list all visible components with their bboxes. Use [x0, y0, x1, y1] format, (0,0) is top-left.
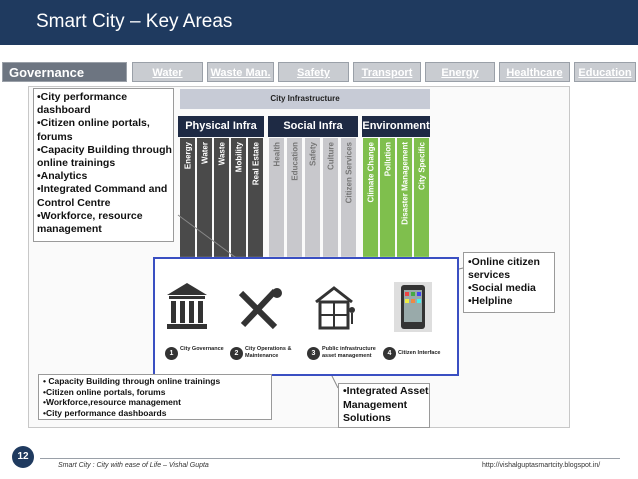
box-line: • Capacity Building through online trainings — [43, 376, 221, 386]
box-line: services — [468, 269, 511, 281]
component-number-1: 1 — [165, 347, 178, 360]
component-number-2: 2 — [230, 347, 243, 360]
tab-waste-man[interactable]: Waste Man. — [207, 62, 274, 82]
component-number-3: 3 — [307, 347, 320, 360]
box-line: •City performance dashboards — [43, 407, 167, 418]
capacity-building-box — [38, 374, 272, 420]
tab-energy[interactable]: Energy — [425, 62, 495, 82]
box-line: •Citizen online portals, — [37, 117, 150, 130]
box-line: dashboard — [37, 104, 91, 117]
box-line: forums — [37, 130, 73, 143]
column-label: Citizen Services — [344, 142, 353, 204]
column-label: City Specific — [417, 142, 426, 191]
component-number-4: 4 — [383, 347, 396, 360]
citizen-services-box — [463, 252, 555, 313]
column-label: Safety — [308, 142, 317, 167]
column-label: Pollution — [383, 142, 392, 177]
tab-safety[interactable]: Safety — [278, 62, 349, 82]
page-number: 12 — [12, 446, 34, 468]
component-label-public-infra: Public infrastructure asset management — [322, 346, 376, 359]
footer-citation: Smart City : City with ease of Life – Vishal Gupta — [58, 462, 209, 469]
tools-icon — [235, 287, 283, 331]
component-label-citizen-interface: Citizen Interface — [398, 350, 441, 356]
category-social-infra: Social Infra — [268, 116, 358, 137]
box-line: •Integrated Command and — [37, 183, 168, 196]
column-label: Health — [272, 142, 281, 167]
tab-governance[interactable]: Governance — [2, 62, 127, 82]
asset-management-box — [338, 383, 430, 428]
box-line: •City performance — [37, 91, 128, 103]
tab-transport[interactable]: Transport — [353, 62, 421, 82]
box-line: Solutions — [343, 412, 391, 424]
slide-title: Smart City – Key Areas — [36, 11, 233, 32]
column-label: Mobility — [234, 142, 243, 173]
footer-url[interactable]: http://vishalguptasmartcity.blogspot.in/ — [482, 462, 601, 469]
tab-education[interactable]: Education — [574, 62, 636, 82]
box-line: •Citizen online portals, forums — [43, 386, 166, 397]
box-line: •Workforce,resource management — [43, 397, 181, 407]
box-line: •Capacity Building through — [37, 143, 172, 156]
category-environment: Environment — [362, 116, 430, 137]
box-line: •Integrated Asset — [343, 385, 429, 397]
building-scaffold-icon — [312, 284, 358, 332]
column-label: Water — [200, 142, 209, 164]
footer-divider — [40, 458, 620, 459]
box-line: •Analytics — [37, 170, 88, 183]
category-physical-infra: Physical Infra — [178, 116, 264, 137]
column-label: Climate Change — [366, 142, 375, 203]
city-governance-icon — [165, 281, 209, 331]
column-label: Education — [290, 142, 299, 181]
component-label-city-governance: City Governance — [180, 346, 224, 352]
column-label: Waste — [217, 142, 226, 166]
column-label: Real Estate — [251, 142, 260, 186]
column-label: Culture — [326, 142, 335, 170]
components-panel — [153, 257, 459, 376]
box-line: management — [37, 223, 102, 236]
column-label: Energy — [183, 142, 192, 170]
box-line: Control Centre — [37, 196, 111, 209]
box-line: •Helpline — [468, 295, 513, 307]
column-label: Disaster Management — [400, 142, 409, 225]
box-line: online trainings — [37, 157, 116, 170]
mobile-device-icon — [393, 281, 433, 333]
city-infrastructure-header: City Infrastructure — [180, 89, 430, 109]
box-line: •Online citizen — [468, 256, 540, 268]
tab-healthcare[interactable]: Healthcare — [499, 62, 570, 82]
box-line: Management — [343, 398, 408, 411]
component-label-city-operations: City Operations & Maintenance — [245, 346, 292, 359]
box-line: •Workforce, resource — [37, 209, 143, 222]
box-line: •Social media — [468, 282, 536, 294]
governance-features-box — [33, 88, 174, 242]
tab-water[interactable]: Water — [132, 62, 203, 82]
